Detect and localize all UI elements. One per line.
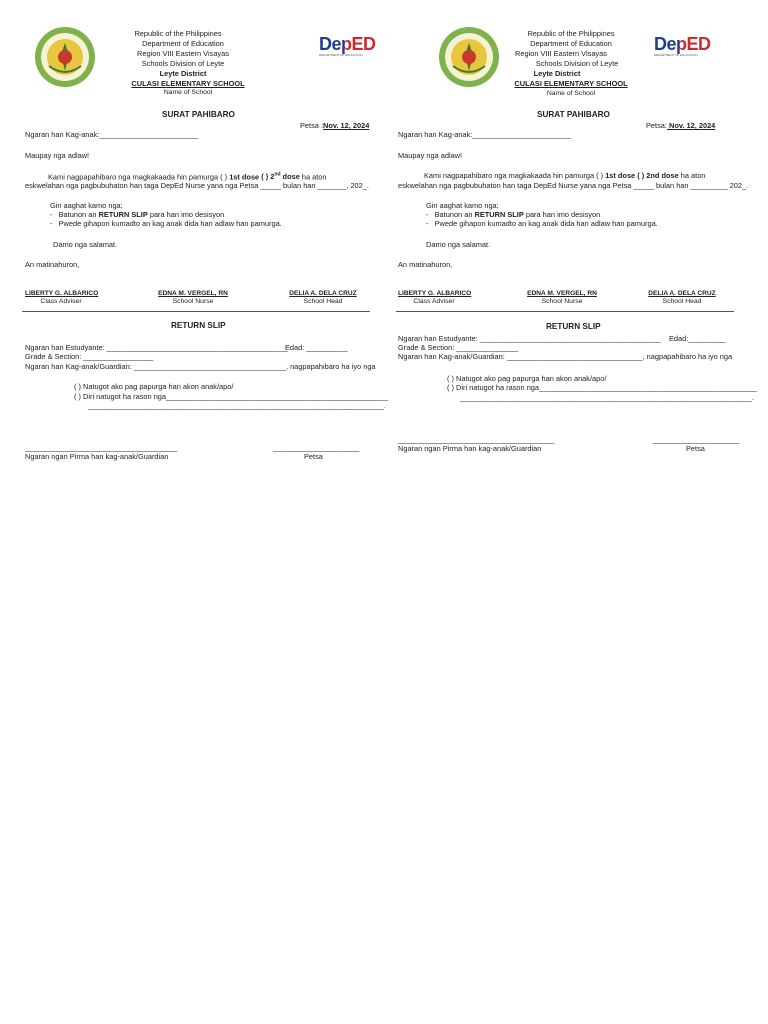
header-school-name: CULASI ELEMENTARY SCHOOL — [131, 79, 245, 88]
signatory-role: Class Adviser — [40, 298, 82, 305]
bullet-2-text: Pwede gihapon kumadto an kag anak dida han adlaw han pamurga. — [434, 219, 658, 228]
dose-2-superscript: nd — [274, 172, 281, 178]
dose-2-text: 2nd dose — [646, 171, 679, 180]
dose-1-text: 1st dose — [605, 171, 636, 180]
logo-text: DepED — [654, 34, 711, 54]
consent-option-disagree[interactable]: ( ) Diri natugot ha rason nga______________________________________________________ — [74, 392, 388, 401]
closing: An matinahuron, — [25, 260, 80, 269]
consent-option-agree[interactable]: ( ) Natugot ako pag papurga han akon anak/apo/ — [74, 382, 234, 391]
date-line[interactable]: _____________________ — [653, 435, 740, 444]
signatory-nurse — [524, 290, 600, 306]
guardian-name-field[interactable]: Ngaran han Kag-anak/Guardian: _____________________________________, nagpapahibaro ha iyo nga — [25, 362, 376, 371]
grade-section-field[interactable]: Grade & Section: _______________ — [398, 343, 518, 352]
petsa-value: Nov. 12, 2024 — [666, 121, 716, 130]
bullet-2: - Pwede gihapon kumadto an kag anak dida han adlaw han pamurga. — [426, 219, 658, 228]
bullet-2-text: Pwede gihapon kumadto an kag anak dida han adlaw han pamurga. — [58, 219, 282, 228]
petsa-row — [646, 121, 715, 130]
consent-option-disagree[interactable]: ( ) Diri natugot ha rason nga_____________________________________________________ — [447, 383, 757, 392]
guardian-signature-line[interactable]: _____________________________________ — [25, 443, 178, 452]
signatory-nurse — [153, 290, 233, 306]
body-line-1 — [424, 171, 705, 180]
date-caption: Petsa — [686, 444, 705, 453]
body-text-b: ( ) 2 — [259, 172, 275, 182]
guardian-name-field[interactable]: Ngaran han Kag-anak/Guardian: _________________________________, nagpapahibaro ha iyo nga — [398, 352, 733, 361]
grade-section-field[interactable]: Grade & Section: _________________ — [25, 352, 154, 361]
parent-name-field[interactable]: Ngaran han Kag-anak:________________________ — [25, 130, 199, 139]
bullet-1: - Batunon an RETURN SLIP para han imo desisyon — [50, 210, 225, 219]
reason-continuation-line[interactable]: _______________________________________________________________________. — [460, 393, 754, 402]
body-text-a: Kami nagpapahibaro nga magkakaada hin pamurga ( ) — [424, 171, 606, 180]
request-line: Gin aaghat kamo nga: — [50, 201, 123, 210]
greeting: Maupay nga adlaw! — [398, 151, 463, 160]
logo-subtext: DEPARTMENT OF EDUCATION — [654, 53, 698, 57]
signatory-role: School Nurse — [541, 298, 583, 305]
dose-1-text: 1st dose — [229, 172, 260, 182]
petsa-label: Petsa : — [300, 121, 324, 130]
thanks: Damo nga salamat. — [53, 240, 118, 249]
header-school-name: CULASI ELEMENTARY SCHOOL — [514, 79, 628, 88]
return-slip-title: RETURN SLIP — [171, 321, 226, 330]
student-name-field[interactable]: Ngaran han Estudyante: ____________________________________________ — [25, 343, 288, 352]
petsa-label: Petsa: — [646, 121, 667, 130]
greeting: Maupay nga adlaw! — [25, 151, 90, 160]
consent-option-agree[interactable]: ( ) Natugot ako pag papurga han akon anak/apo/ — [447, 374, 607, 383]
guardian-signature-caption: Ngaran ngan Pirma han kag-anak/Guardian — [398, 444, 542, 453]
date-line[interactable]: _____________________ — [273, 443, 360, 452]
header-region: Region VIII Eastern Visayas — [137, 49, 229, 58]
body-text-c: ha aton — [678, 171, 706, 180]
header-republic: Republic of the Philippines — [527, 29, 615, 38]
slip-divider — [22, 311, 370, 312]
header-republic: Republic of the Philippines — [134, 29, 222, 38]
student-name-field[interactable]: Ngaran han Estudyante: ____________________________________________ — [398, 334, 661, 343]
signatory-name: LIBERTY G. ALBARICO — [398, 290, 472, 297]
dose-2-text: dose — [280, 172, 300, 182]
body-text-b: ( ) — [635, 171, 647, 180]
closing: An matinahuron, — [398, 260, 453, 269]
header-school-caption: Name of School — [546, 90, 596, 97]
form-right — [396, 0, 757, 470]
signatory-name: EDNA M. VERGEL, RN — [527, 290, 597, 297]
header-division: Schools Division of Leyte — [141, 59, 225, 68]
bullet-1-text-a: Batunon an — [434, 210, 475, 219]
reason-continuation-line[interactable]: ________________________________________________________________________. — [88, 401, 386, 410]
header-region: Region VIII Eastern Visayas — [515, 49, 607, 58]
header-department: Department of Education — [142, 39, 224, 48]
signatory-name: EDNA M. VERGEL, RN — [158, 290, 228, 297]
form-left — [22, 0, 388, 470]
body-text-c: ha aton — [299, 172, 327, 182]
age-field[interactable]: Edad: __________ — [285, 343, 348, 352]
division-seal-icon — [34, 26, 96, 88]
signatory-name: LIBERTY G. ALBARICO — [25, 290, 99, 297]
signatory-role: School Head — [662, 298, 702, 305]
bullet-1-emphasis: RETURN SLIP — [98, 210, 148, 219]
parent-name-field[interactable]: Ngaran han Kag-anak:________________________ — [398, 130, 572, 139]
body-text-a: Kami nagpapahibaro nga magkakaada hin pamurga ( ) — [48, 172, 230, 182]
signatory-role: School Head — [303, 298, 343, 305]
body-line-2: eskwelahan nga pagbubuhaton han taga DepEd Nurse yana nga Petsa _____ bulan han _______, 202_. — [25, 181, 369, 190]
signatory-name: DELIA A. DELA CRUZ — [648, 290, 716, 297]
signatory-adviser — [398, 290, 470, 306]
signatory-head — [644, 290, 720, 306]
return-slip-title: RETURN SLIP — [546, 322, 601, 331]
body-line-1 — [48, 171, 327, 181]
petsa-row — [300, 121, 369, 130]
bullet-1-text-c: para han imo desisyon — [523, 210, 601, 219]
deped-logo-icon — [654, 34, 711, 57]
bullet-2: - Pwede gihapon kumadto an kag anak dida han adlaw han pamurga. — [50, 219, 282, 228]
slip-divider — [396, 311, 734, 312]
bullet-1-text-a: Batunon an — [58, 210, 99, 219]
body-line-2: eskwelahan nga pagbubuhaton han taga DepEd Nurse yana nga Petsa _____ bulan han _________ 202_. — [398, 181, 749, 190]
age-field[interactable]: Edad:_________ — [669, 334, 726, 343]
header-division: Schools Division of Leyte — [535, 59, 619, 68]
guardian-signature-caption: Ngaran ngan Pirma han kag-anak/Guardian — [25, 452, 169, 461]
logo-text: DepED — [319, 34, 376, 54]
signatory-role: School Nurse — [172, 298, 214, 305]
bullet-1: - Batunon an RETURN SLIP para han imo desisyon — [426, 210, 601, 219]
signatory-adviser — [25, 290, 97, 306]
request-line: Gin aaghat kamo nga: — [426, 201, 499, 210]
signatory-role: Class Adviser — [413, 298, 455, 305]
signatory-head — [284, 290, 362, 306]
signatory-name: DELIA A. DELA CRUZ — [289, 290, 357, 297]
header-district: Leyte District — [159, 69, 207, 78]
division-seal-icon — [438, 26, 500, 88]
letter-title: SURAT PAHIBARO — [162, 110, 235, 119]
guardian-signature-line[interactable]: ______________________________________ — [398, 435, 555, 444]
petsa-value: Nov. 12, 2024 — [323, 121, 370, 130]
thanks: Damo nga salamat. — [426, 240, 491, 249]
bullet-1-text-c: para han imo desisyon — [147, 210, 225, 219]
header-district: Leyte District — [533, 69, 581, 78]
header-school-caption: Name of School — [163, 89, 213, 96]
date-caption: Petsa — [304, 452, 323, 461]
header-department: Department of Education — [530, 39, 612, 48]
letter-title: SURAT PAHIBARO — [537, 110, 610, 119]
bullet-1-emphasis: RETURN SLIP — [474, 210, 524, 219]
logo-subtext: DEPARTMENT OF EDUCATION — [319, 53, 363, 57]
deped-logo-icon — [319, 34, 376, 57]
